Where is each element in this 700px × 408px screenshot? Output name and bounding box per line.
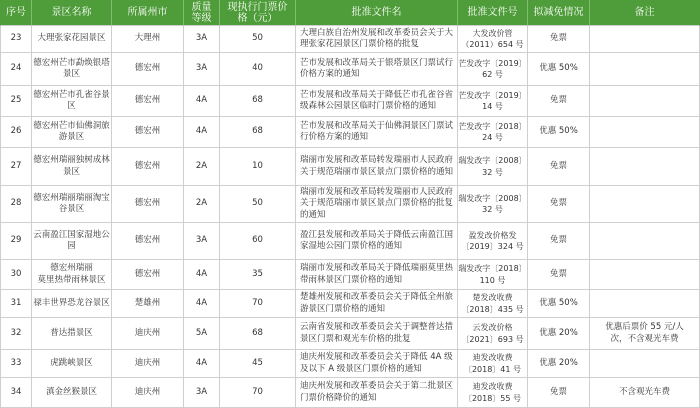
- cell-price: 35: [220, 260, 296, 290]
- header-discount: 拟减免情况: [528, 0, 590, 26]
- cell-scenic-name: 德宏州芒市孔雀谷景区: [32, 86, 112, 117]
- cell-approval-title: 盈江县发展和改革局关于降低云南盈江国家湿地公园门票价格的通知: [296, 223, 458, 260]
- header-approval-number: 批准文件号: [458, 0, 528, 26]
- cell-no: 24: [0, 53, 32, 86]
- cell-approval-title: 瑞丽市发展和改革局转发瑞丽市人民政府关于规范瑞丽市景区景点门票价格的批复的通知: [296, 186, 458, 223]
- cell-discount: 优惠 20%: [528, 318, 590, 350]
- cell-scenic-name: 普达措景区: [32, 318, 112, 350]
- cell-price: 50: [220, 26, 296, 53]
- cell-remark: 不含观光车费: [590, 378, 700, 408]
- cell-remark: [590, 26, 700, 53]
- cell-approval-title: 芒市发展和改革局关于仙佛洞景区门票试行价格方案的通知: [296, 117, 458, 148]
- cell-no: 32: [0, 318, 32, 350]
- cell-grade: 3A: [184, 26, 220, 53]
- cell-approval-number: 迪发改收费〔2018〕41 号: [458, 350, 528, 378]
- cell-approval-title: 楚雄州发展和改革委员会关于降低全州旅游景区门票价格的通知: [296, 290, 458, 318]
- cell-remark: [590, 260, 700, 290]
- header-no: 序号: [0, 0, 32, 26]
- cell-discount: 优惠 50%: [528, 53, 590, 86]
- cell-discount: 免票: [528, 260, 590, 290]
- cell-price: 68: [220, 318, 296, 350]
- header-remark: 备注: [590, 0, 700, 26]
- cell-approval-number: 楚发改收费〔2018〕435 号: [458, 290, 528, 318]
- cell-scenic-name: 虎跳峡景区: [32, 350, 112, 378]
- cell-approval-number: 盈发改价格发〔2019〕324 号: [458, 223, 528, 260]
- cell-city: 德宏州: [112, 53, 184, 86]
- cell-approval-number: 云发改价格〔2021〕693 号: [458, 318, 528, 350]
- cell-scenic-name: 德宏州瑞丽 莫里热带雨林景区: [32, 260, 112, 290]
- cell-grade: 3A: [184, 378, 220, 408]
- cell-scenic-name: 德宏州芒市仙佛洞旅游景区: [32, 117, 112, 148]
- cell-price: 70: [220, 378, 296, 408]
- cell-approval-number: 芒发改字〔2019〕62 号: [458, 53, 528, 86]
- cell-remark: [590, 148, 700, 186]
- cell-city: 迪庆州: [112, 378, 184, 408]
- cell-grade: 4A: [184, 117, 220, 148]
- cell-grade: 4A: [184, 260, 220, 290]
- cell-remark: [590, 53, 700, 86]
- cell-no: 27: [0, 148, 32, 186]
- cell-scenic-name: 滇金丝猴景区: [32, 378, 112, 408]
- cell-discount: 免票: [528, 86, 590, 117]
- cell-discount: 优惠 50%: [528, 290, 590, 318]
- cell-no: 23: [0, 26, 32, 53]
- cell-remark: [590, 86, 700, 117]
- cell-city: 德宏州: [112, 260, 184, 290]
- cell-discount: 免票: [528, 186, 590, 223]
- cell-approval-number: 芒发改字〔2019〕14 号: [458, 86, 528, 117]
- cell-price: 10: [220, 148, 296, 186]
- cell-grade: 4A: [184, 86, 220, 117]
- cell-city: 迪庆州: [112, 318, 184, 350]
- cell-approval-title: 瑞丽市发展和改革局关于降低瑞丽莫里热带雨林景区门票价格的通知: [296, 260, 458, 290]
- cell-approval-number: 大发改价管（2011）654 号: [458, 26, 528, 53]
- cell-grade: 2A: [184, 186, 220, 223]
- cell-remark: [590, 117, 700, 148]
- header-city: 所属州市: [112, 0, 184, 26]
- cell-approval-title: 云南省发展和改革委员会关于调整普达措景区门票和观光车价格的批复: [296, 318, 458, 350]
- cell-price: 60: [220, 223, 296, 260]
- cell-city: 德宏州: [112, 148, 184, 186]
- cell-scenic-name: 禄丰世界恐龙谷景区: [32, 290, 112, 318]
- cell-city: 大理州: [112, 26, 184, 53]
- cell-price: 45: [220, 350, 296, 378]
- cell-discount: 优惠 20%: [528, 350, 590, 378]
- cell-approval-number: 芒发改字〔2018〕24 号: [458, 117, 528, 148]
- cell-approval-title: 迪庆州发展和改革委员会关于降低 4A 级及以下 A 级景区门票价格的通知: [296, 350, 458, 378]
- cell-city: 德宏州: [112, 117, 184, 148]
- header-price: 现执行门票价格（元）: [220, 0, 296, 26]
- cell-no: 26: [0, 117, 32, 148]
- cell-approval-title: 瑞丽市发展和改革局转发瑞丽市人民政府关于规范瑞丽市景区景点门票价格的通知: [296, 148, 458, 186]
- cell-approval-number: 迪发改收费〔2018〕55 号: [458, 378, 528, 408]
- cell-no: 29: [0, 223, 32, 260]
- cell-approval-title: 芒市发展和改革局关于银塔景区门票试行价格方案的通知: [296, 53, 458, 86]
- cell-scenic-name: 德宏州瑞丽瑞丽淘宝谷景区: [32, 186, 112, 223]
- cell-approval-number: 瑞发改字〔2018〕110 号: [458, 260, 528, 290]
- cell-city: 楚雄州: [112, 290, 184, 318]
- cell-remark: 优惠后票价 55 元/人次，不含观光车费: [590, 318, 700, 350]
- cell-no: 34: [0, 378, 32, 408]
- cell-scenic-name: 大理张家花园景区: [32, 26, 112, 53]
- cell-city: 迪庆州: [112, 350, 184, 378]
- cell-price: 68: [220, 86, 296, 117]
- cell-price: 40: [220, 53, 296, 86]
- cell-approval-title: 迪庆州发展和改革委员会关于第二批景区门票价格降价的通知: [296, 378, 458, 408]
- cell-approval-title: 芒市发展和改革局关于降低芒市孔雀谷省级森林公园景区临时门票价格的通知: [296, 86, 458, 117]
- cell-no: 28: [0, 186, 32, 223]
- cell-scenic-name: 德宏州瑞丽独树成林景区: [32, 148, 112, 186]
- cell-grade: 3A: [184, 53, 220, 86]
- cell-grade: 4A: [184, 290, 220, 318]
- cell-discount: 免票: [528, 26, 590, 53]
- cell-no: 30: [0, 260, 32, 290]
- cell-price: 70: [220, 290, 296, 318]
- cell-price: 50: [220, 186, 296, 223]
- cell-scenic-name: 德宏州芒市勐焕银塔景区: [32, 53, 112, 86]
- cell-grade: 3A: [184, 223, 220, 260]
- cell-discount: 免票: [528, 223, 590, 260]
- cell-approval-title: 大理白族自治州发展和改革委员会关于大理张家花园景区门票价格的批复: [296, 26, 458, 53]
- cell-remark: [590, 186, 700, 223]
- cell-discount: 优惠 50%: [528, 117, 590, 148]
- cell-city: 德宏州: [112, 223, 184, 260]
- cell-remark: [590, 290, 700, 318]
- cell-approval-number: 瑞发改字〔2008〕32 号: [458, 148, 528, 186]
- cell-no: 31: [0, 290, 32, 318]
- cell-discount: 免票: [528, 148, 590, 186]
- cell-remark: [590, 223, 700, 260]
- cell-discount: 免票: [528, 378, 590, 408]
- cell-no: 33: [0, 350, 32, 378]
- cell-city: 德宏州: [112, 186, 184, 223]
- cell-grade: 5A: [184, 318, 220, 350]
- header-scenic-name: 景区名称: [32, 0, 112, 26]
- cell-grade: 2A: [184, 148, 220, 186]
- header-approval-title: 批准文件名: [296, 0, 458, 26]
- header-grade: 质量等级: [184, 0, 220, 26]
- cell-approval-number: 瑞发改字〔2008〕32 号: [458, 186, 528, 223]
- cell-city: 德宏州: [112, 86, 184, 117]
- cell-no: 25: [0, 86, 32, 117]
- cell-scenic-name: 云南盈江国家湿地公园: [32, 223, 112, 260]
- cell-price: 68: [220, 117, 296, 148]
- cell-grade: 4A: [184, 350, 220, 378]
- cell-remark: [590, 350, 700, 378]
